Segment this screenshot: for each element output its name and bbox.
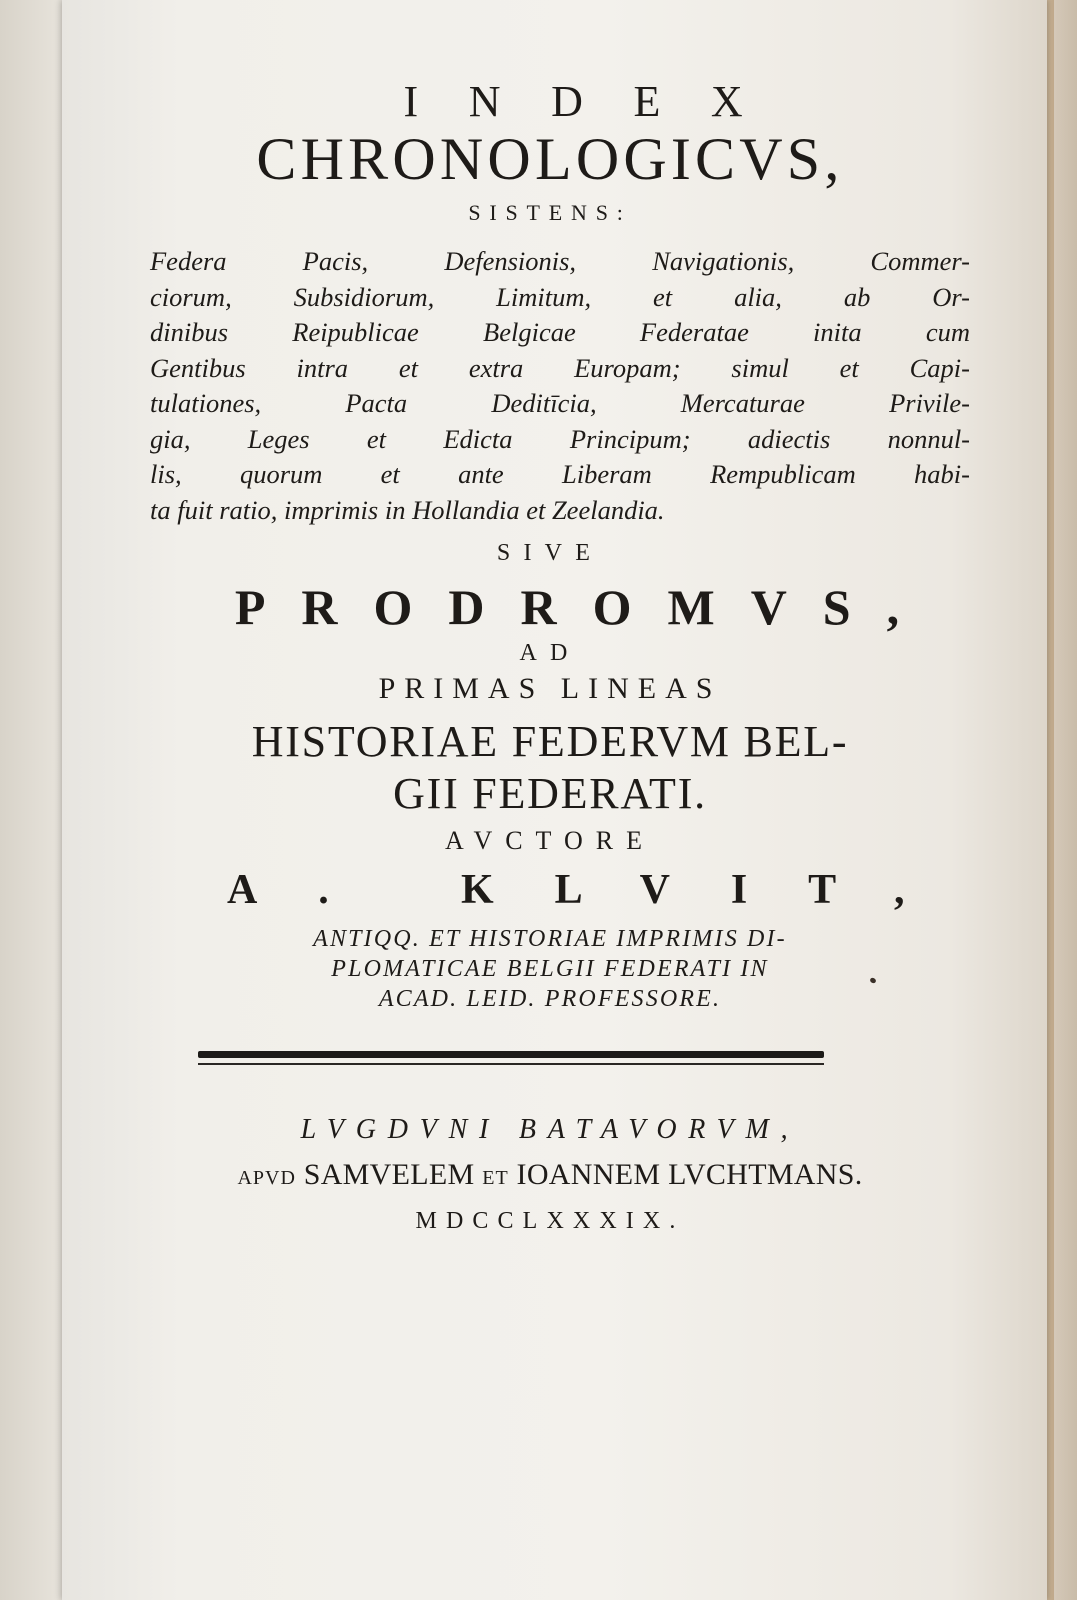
description-line: Federa Pacis, Defensionis, Navigationis, Commer-: [150, 246, 970, 276]
line-historiae-1: HISTORIAE FEDERVM BEL-: [251, 717, 849, 766]
description-line: lis, quorum et ante Liberam Rempublicam habi-: [150, 459, 970, 489]
line-primas-lineas: PRIMAS LINEAS: [378, 672, 722, 705]
author-title-line: ACAD. LEID. PROFESSORE.: [378, 986, 722, 1012]
imprint-apud: APVD: [237, 1167, 296, 1189]
description-line: ciorum, Subsidiorum, Limitum, et alia, ab Or-: [150, 281, 970, 312]
word-ad: AD: [519, 640, 581, 666]
description-line: Gentibus intra et extra Europam; simul et Capi-: [150, 352, 970, 383]
title-page-text: [120, 0, 980, 1600]
description-line: gia, Leges et Edicta Principum; adiectis nonnul-: [150, 423, 970, 454]
author-title-line: PLOMATICAE BELGII FEDERATI IN: [331, 956, 769, 982]
title-index: INDEX: [403, 77, 794, 126]
description-line: ta fuit ratio, imprimis in Hollandia et Zeelandia.: [150, 494, 665, 525]
title-chronologicus: CHRONOLOGICVS,: [256, 126, 844, 192]
line-historiae-2: GII FEDERATI.: [393, 769, 707, 818]
imprint-place: LVGDVNI BATAVORVM,: [300, 1114, 800, 1145]
divider-rule-thin: [198, 1063, 824, 1065]
subtitle-sistens: SISTENS:: [468, 200, 632, 225]
imprint-printer-2: IOANNEM LVCHTMANS.: [516, 1158, 863, 1191]
author-title-line: ANTIQQ. ET HISTORIAE IMPRIMIS DI-: [313, 926, 787, 952]
divider-rule-thick: [198, 1051, 824, 1058]
imprint-printers: [120, 1158, 980, 1192]
title-prodromus: PRODROMVS,: [234, 579, 936, 635]
imprint-year: MDCCLXXXIX.: [415, 1208, 685, 1234]
imprint-et: ET: [482, 1167, 509, 1189]
description-line: tulationes, Pacta Deditīcia, Mercaturae Privile-: [150, 388, 970, 418]
imprint-printer-1: SAMVELEM: [303, 1158, 475, 1191]
author-name: A. KLVIT,: [227, 867, 966, 913]
word-auctore: AVCTORE: [445, 826, 655, 855]
description-line: dinibus Reipublicae Belgicae Federatae inita cum: [150, 317, 970, 347]
description-paragraph: [150, 244, 970, 528]
word-sive: SIVE: [496, 540, 604, 566]
